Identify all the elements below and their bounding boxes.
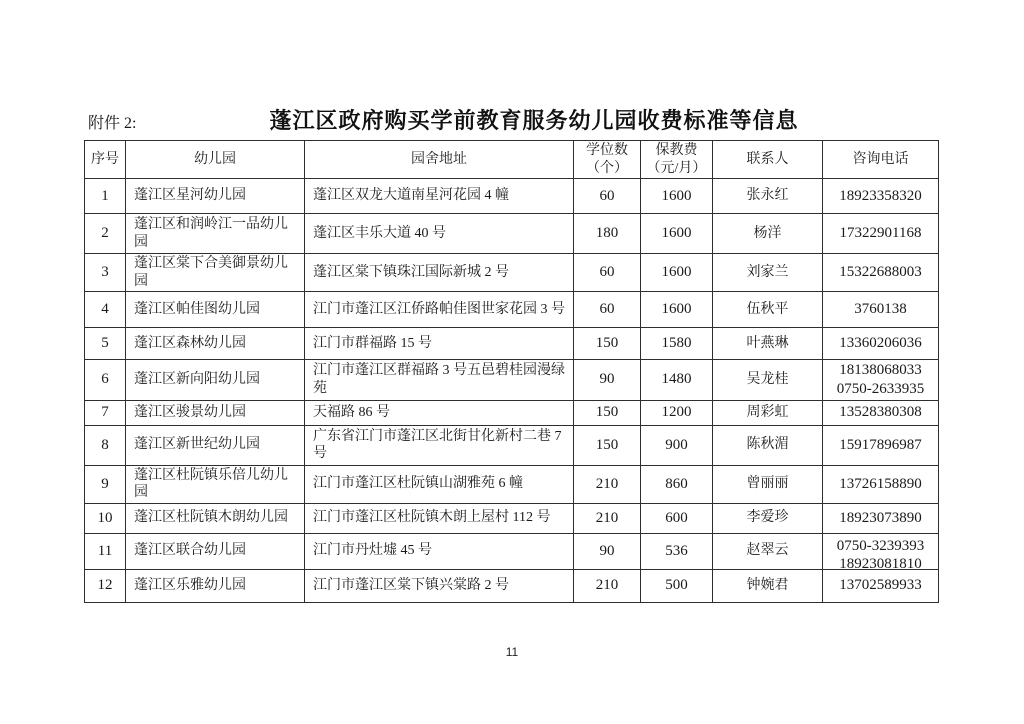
cell-phone: 15917896987 xyxy=(823,425,939,465)
cell-phone: 13726158890 xyxy=(823,465,939,503)
cell-kindergarten: 蓬江区星河幼儿园 xyxy=(126,179,305,214)
cell-kindergarten: 蓬江区联合幼儿园 xyxy=(126,533,305,569)
cell-contact: 陈秋湄 xyxy=(713,425,823,465)
cell-seats: 150 xyxy=(574,425,641,465)
cell-address: 江门市蓬江区江侨路帕佳图世家花园 3 号 xyxy=(305,292,574,328)
phone-line-1: 0750-3239393 xyxy=(836,537,925,554)
table-row xyxy=(85,292,939,328)
cell-address: 江门市蓬江区杜阮镇山湖雅苑 6 幢 xyxy=(305,465,574,503)
table-row xyxy=(85,360,939,401)
cell-fee: 860 xyxy=(641,465,713,503)
cell-address: 蓬江区丰乐大道 40 号 xyxy=(305,214,574,254)
cell-address: 江门市丹灶墟 45 号 xyxy=(305,533,574,569)
table-row xyxy=(85,503,939,533)
cell-contact: 张永红 xyxy=(713,179,823,214)
cell-fee: 1600 xyxy=(641,292,713,328)
cell-seats: 90 xyxy=(574,360,641,401)
col-header-kindergarten: 幼儿园 xyxy=(126,141,305,179)
col-header-seats-line1: 学位数 xyxy=(586,143,628,158)
cell-fee: 1200 xyxy=(641,400,713,425)
cell-seq: 11 xyxy=(85,533,126,569)
cell-phone: 3760138 xyxy=(823,292,939,328)
cell-contact: 李爱珍 xyxy=(713,503,823,533)
cell-seq: 9 xyxy=(85,465,126,503)
col-header-seats-line2: （个） xyxy=(586,160,628,176)
table-header-row xyxy=(85,141,939,179)
table-row xyxy=(85,214,939,254)
table-row xyxy=(85,328,939,360)
cell-fee: 1580 xyxy=(641,328,713,360)
cell-seq: 12 xyxy=(85,569,126,602)
cell-kindergarten: 蓬江区新向阳幼儿园 xyxy=(126,360,305,401)
page-title: 蓬江区政府购买学前教育服务幼儿园收费标准等信息 xyxy=(269,108,799,133)
cell-kindergarten: 蓬江区和润岭江一品幼儿园 xyxy=(126,214,305,254)
cell-phone: 17322901168 xyxy=(823,214,939,254)
cell-seats: 210 xyxy=(574,569,641,602)
cell-seq: 3 xyxy=(85,254,126,292)
col-header-seats xyxy=(574,141,641,179)
cell-kindergarten: 蓬江区棠下合美御景幼儿园 xyxy=(126,254,305,292)
cell-kindergarten: 蓬江区乐雅幼儿园 xyxy=(126,569,305,602)
cell-seq: 10 xyxy=(85,503,126,533)
cell-fee: 600 xyxy=(641,503,713,533)
cell-contact: 伍秋平 xyxy=(713,292,823,328)
cell-seats: 60 xyxy=(574,179,641,214)
cell-kindergarten: 蓬江区骏景幼儿园 xyxy=(126,400,305,425)
cell-phone: 18923073890 xyxy=(823,503,939,533)
cell-fee: 1600 xyxy=(641,179,713,214)
cell-fee: 900 xyxy=(641,425,713,465)
cell-seq: 5 xyxy=(85,328,126,360)
cell-contact: 吴龙桂 xyxy=(713,360,823,401)
cell-seats: 60 xyxy=(574,292,641,328)
cell-fee: 1480 xyxy=(641,360,713,401)
col-header-fee-line2: （元/月） xyxy=(646,160,707,176)
cell-address: 蓬江区双龙大道南星河花园 4 幢 xyxy=(305,179,574,214)
cell-address: 江门市群福路 15 号 xyxy=(305,328,574,360)
cell-seats: 210 xyxy=(574,503,641,533)
col-header-seq: 序号 xyxy=(85,141,126,179)
cell-phone: 13702589933 xyxy=(823,569,939,602)
cell-kindergarten: 蓬江区帕佳图幼儿园 xyxy=(126,292,305,328)
cell-kindergarten: 蓬江区杜阮镇乐倍儿幼儿园 xyxy=(126,465,305,503)
cell-phone: 18923358320 xyxy=(823,179,939,214)
cell-phone: 13360206036 xyxy=(823,328,939,360)
cell-kindergarten: 蓬江区杜阮镇木朗幼儿园 xyxy=(126,503,305,533)
cell-address: 天福路 86 号 xyxy=(305,400,574,425)
cell-seats: 60 xyxy=(574,254,641,292)
col-header-contact: 联系人 xyxy=(713,141,823,179)
cell-contact: 曾丽丽 xyxy=(713,465,823,503)
attachment-label: 附件 2: xyxy=(88,115,137,132)
col-header-address: 园舍地址 xyxy=(305,141,574,179)
page-number: 11 xyxy=(505,645,519,659)
table-row xyxy=(85,179,939,214)
table-row xyxy=(85,465,939,503)
cell-kindergarten: 蓬江区森林幼儿园 xyxy=(126,328,305,360)
col-header-fee-line1: 保教费 xyxy=(655,143,698,158)
col-header-phone: 咨询电话 xyxy=(823,141,939,179)
table-row xyxy=(85,425,939,465)
cell-seq: 2 xyxy=(85,214,126,254)
fee-standards-table xyxy=(84,140,939,603)
cell-fee: 1600 xyxy=(641,214,713,254)
cell-address: 江门市蓬江区杜阮镇木朗上屋村 112 号 xyxy=(305,503,574,533)
cell-seq: 4 xyxy=(85,292,126,328)
cell-seats: 180 xyxy=(574,214,641,254)
col-header-fee xyxy=(641,141,713,179)
cell-seats: 210 xyxy=(574,465,641,503)
cell-phone xyxy=(823,533,939,572)
cell-phone: 13528380308 xyxy=(823,400,939,425)
table-row xyxy=(85,533,939,569)
cell-phone: 15322688003 xyxy=(823,254,939,292)
phone-line-1: 18138068033 xyxy=(839,362,922,378)
cell-seq: 7 xyxy=(85,400,126,425)
cell-contact: 叶燕琳 xyxy=(713,328,823,360)
cell-contact: 周彩虹 xyxy=(713,400,823,425)
cell-contact: 杨洋 xyxy=(713,214,823,254)
phone-line-2: 0750-2633935 xyxy=(836,380,925,397)
cell-contact: 钟婉君 xyxy=(713,569,823,602)
cell-address: 江门市蓬江区群福路 3 号五邑碧桂园漫绿苑 xyxy=(305,360,574,401)
cell-seats: 150 xyxy=(574,400,641,425)
cell-address: 蓬江区棠下镇珠江国际新城 2 号 xyxy=(305,254,574,292)
cell-address: 广东省江门市蓬江区北街甘化新村二巷 7 号 xyxy=(305,425,574,465)
cell-contact: 刘家兰 xyxy=(713,254,823,292)
cell-fee: 500 xyxy=(641,569,713,602)
table-row xyxy=(85,400,939,425)
cell-phone xyxy=(823,360,939,401)
cell-fee: 536 xyxy=(641,533,713,569)
cell-seq: 6 xyxy=(85,360,126,401)
table-row xyxy=(85,254,939,292)
cell-seats: 90 xyxy=(574,533,641,569)
phone-overflow-block xyxy=(823,537,938,574)
cell-seq: 1 xyxy=(85,179,126,214)
cell-kindergarten: 蓬江区新世纪幼儿园 xyxy=(126,425,305,465)
cell-seq: 8 xyxy=(85,425,126,465)
table-row xyxy=(85,569,939,602)
cell-contact: 赵翠云 xyxy=(713,533,823,569)
cell-fee: 1600 xyxy=(641,254,713,292)
cell-seats: 150 xyxy=(574,328,641,360)
cell-address: 江门市蓬江区棠下镇兴棠路 2 号 xyxy=(305,569,574,602)
phone-line-2: 18923081810 xyxy=(839,555,922,572)
